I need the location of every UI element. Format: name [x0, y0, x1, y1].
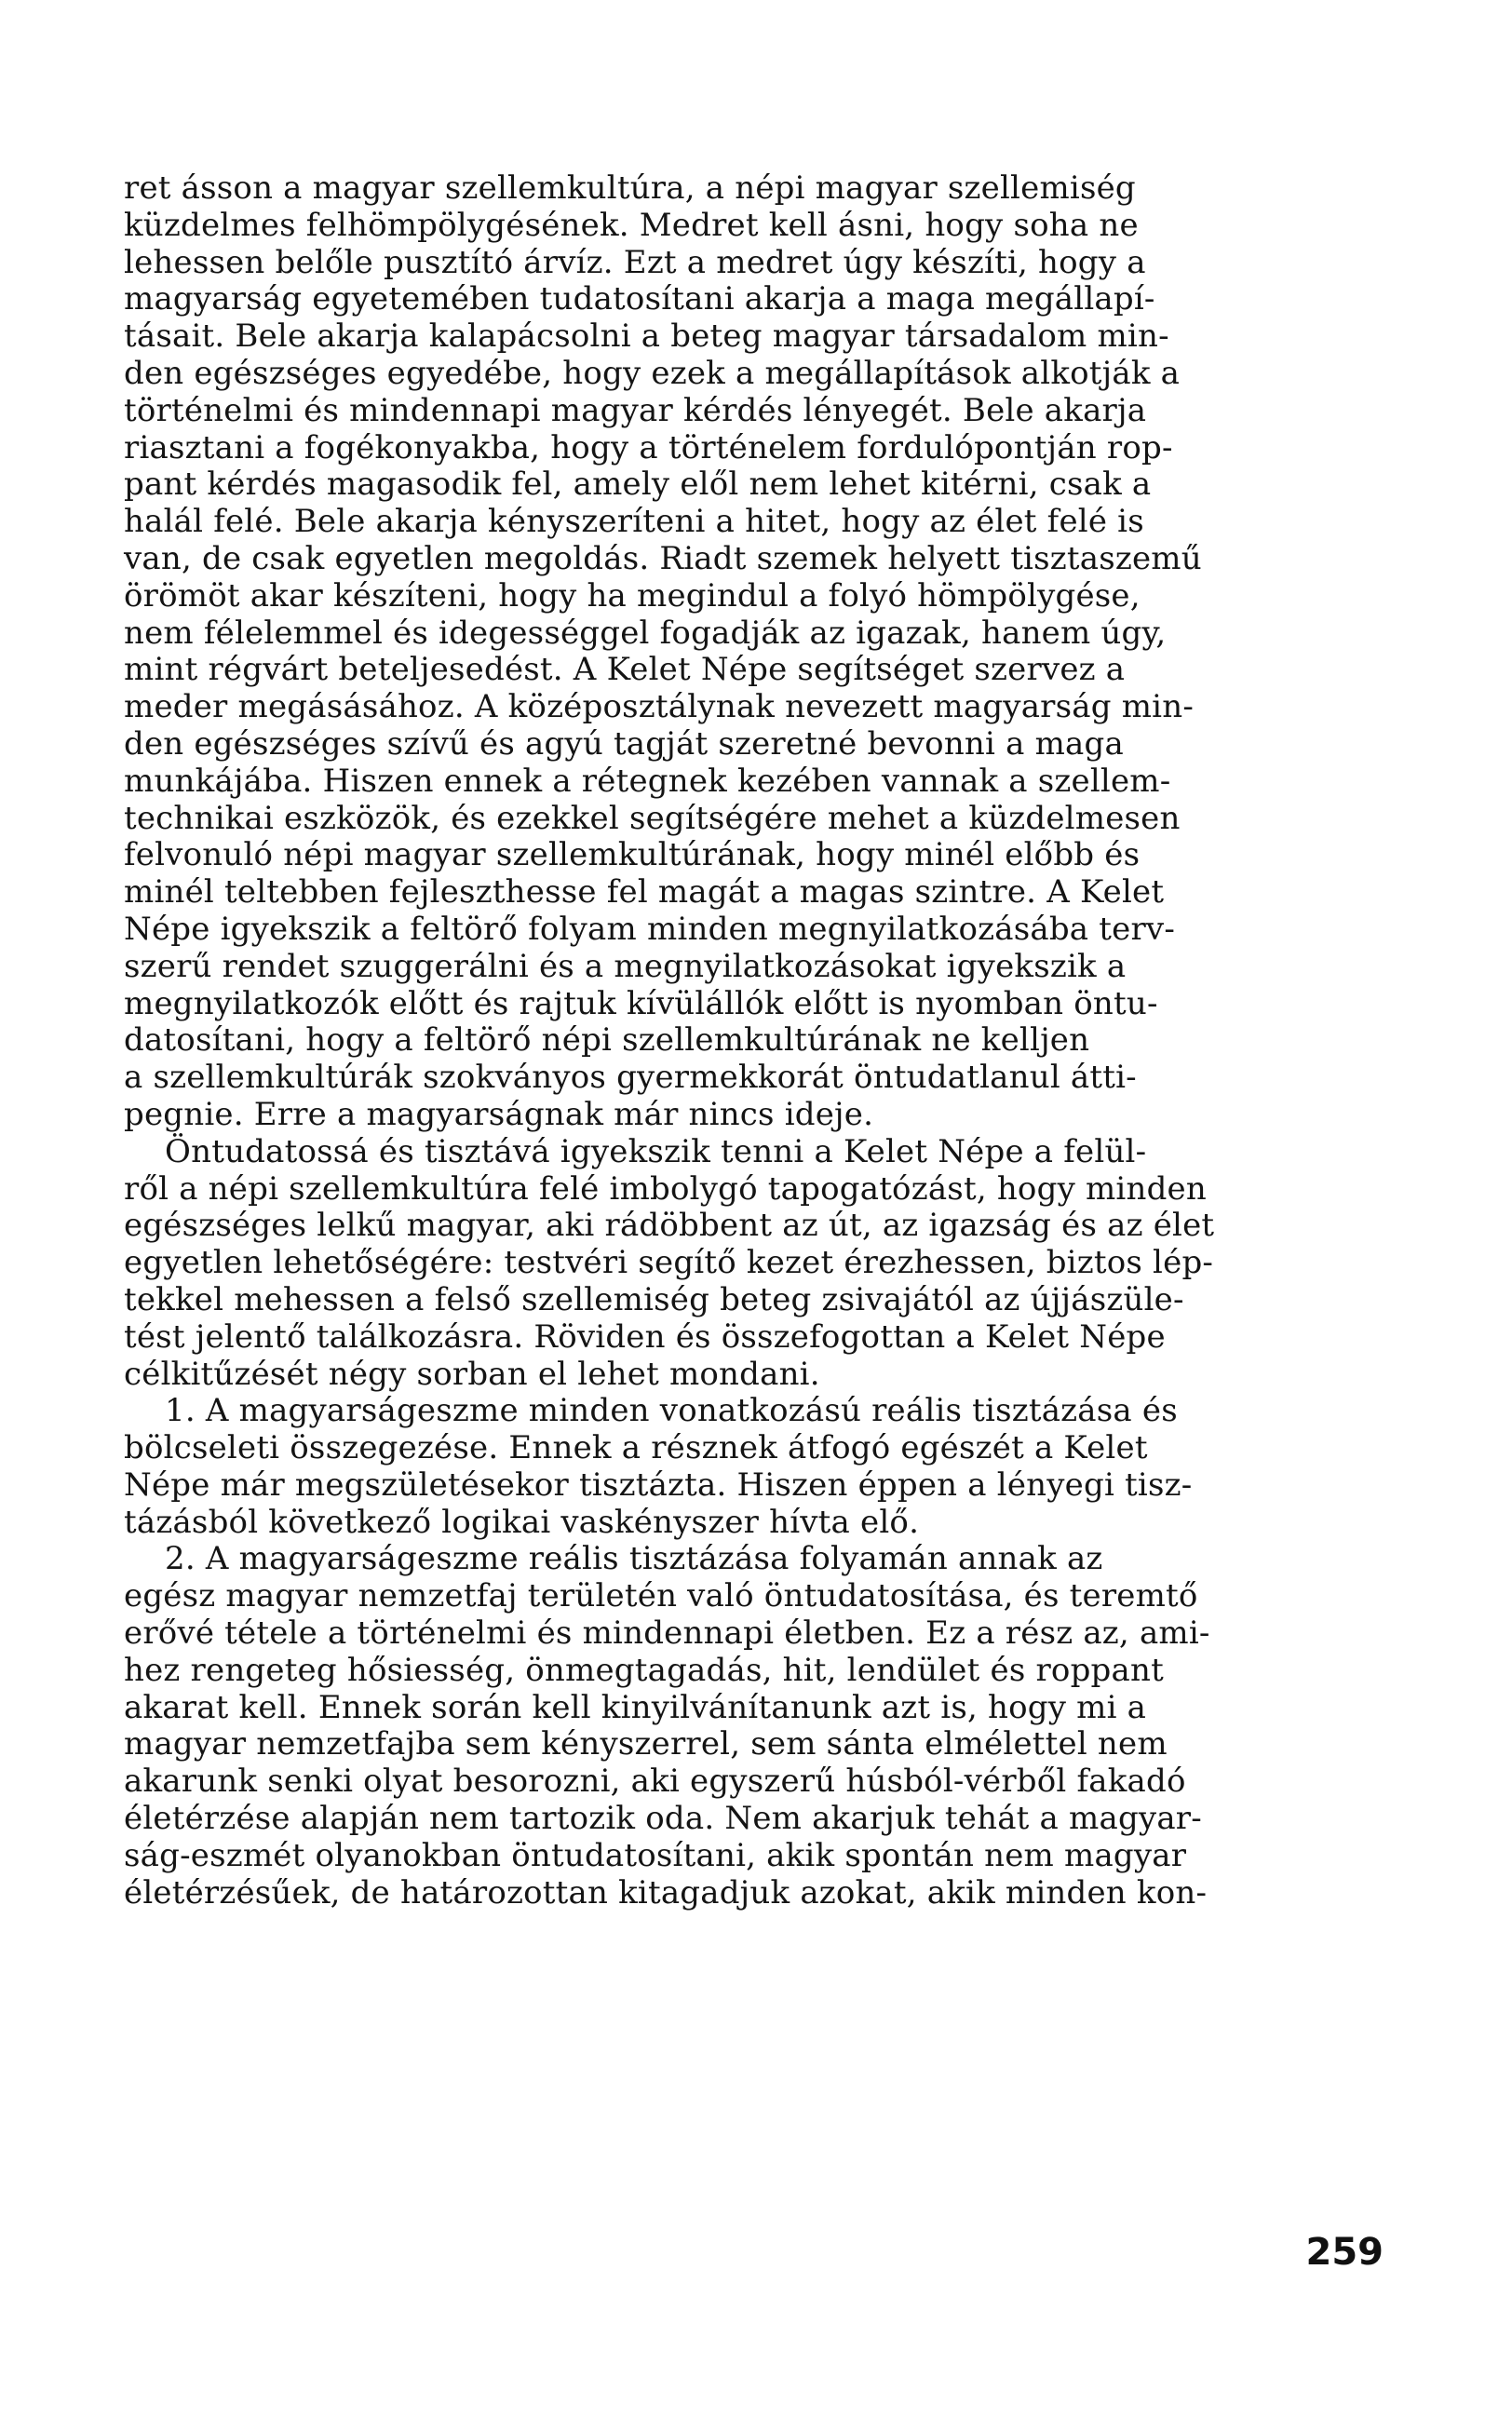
text-line-11: van, de csak egyetlen megoldás. Riadt szemek helyett tisztaszemű — [124, 539, 1202, 577]
text-line-33: célkitűzését négy sorban el lehet mondani. — [124, 1355, 820, 1393]
body-text — [124, 170, 1381, 1911]
text-line-6: den egészséges egyedébe, hogy ezek a megállapítások alkotják a — [124, 354, 1181, 392]
text-line-8: riasztani a fogékonyakba, hogy a történelem fordulópontján rop- — [124, 428, 1173, 466]
text-line-17: munkájába. Hiszen ennek a rétegnek kezében vannak a szellem- — [124, 762, 1171, 800]
text-line-26: pegnie. Erre a magyarságnak már nincs ideje. — [124, 1095, 874, 1133]
text-line-16: den egészséges szívű és agyú tagját szeretné bevonni a maga — [124, 724, 1124, 763]
text-line-29: egészséges lelkű magyar, aki rádöbbent az út, az igazság és az élet — [124, 1207, 1215, 1245]
text-line-36: Népe már megszületésekor tisztázta. Hiszen éppen a lényegi tisz- — [124, 1466, 1193, 1504]
text-line-45: életérzése alapján nem tartozik oda. Nem akarjuk tehát a magyar- — [124, 1800, 1202, 1838]
text-line-12: örömöt akar készíteni, hogy ha megindul a folyó hömpölygése, — [124, 576, 1141, 615]
text-line-15: meder megásásához. A középosztálynak nevezett magyarság min- — [124, 688, 1195, 726]
text-line-35: bölcseleti összegezése. Ennek a résznek átfogó egészét a Kelet — [124, 1429, 1148, 1467]
text-line-3: lehessen belőle pusztító árvíz. Ezt a medret úgy készíti, hogy a — [124, 243, 1146, 281]
text-line-25: a szellemkultúrák szokványos gyermekkorát öntudatlanul átti- — [124, 1059, 1137, 1097]
text-line-40: erővé tétele a történelmi és mindennapi életben. Ez a rész az, ami- — [124, 1614, 1210, 1653]
text-line-28: ről a népi szellemkultúra felé imbolygó tapogatózást, hogy minden — [124, 1169, 1207, 1208]
text-line-30: egyetlen lehetőségére: testvéri segítő kezet érezhessen, biztos lép- — [124, 1244, 1214, 1282]
text-line-2: küzdelmes felhömpölygésének. Medret kell ásni, hogy soha ne — [124, 206, 1139, 244]
text-line-31: tekkel mehessen a felső szellemiség beteg zsivajától az újjászüle- — [124, 1280, 1184, 1318]
text-line-27: Öntudatossá és tisztává igyekszik tenni a Kelet Népe a felül- — [124, 1132, 1147, 1170]
text-line-23: megnyilatkozók előtt és rajtuk kívülállók előtt is nyomban öntu- — [124, 984, 1158, 1022]
text-line-19: felvonuló népi magyar szellemkultúrának, hogy minél előbb és — [124, 836, 1141, 874]
text-line-9: pant kérdés magasodik fel, amely elől nem lehet kitérni, csak a — [124, 466, 1152, 504]
text-line-44: akarunk senki olyat besorozni, aki egyszerű húsból-vérből fakadó — [124, 1763, 1186, 1801]
text-line-47: életérzésűek, de határozottan kitagadjuk azokat, akik minden kon- — [124, 1873, 1208, 1911]
text-line-41: hez rengeteg hősiesség, önmegtagadás, hit, lendület és roppant — [124, 1651, 1164, 1689]
text-line-24: datosítani, hogy a feltörő népi szellemkultúrának ne kelljen — [124, 1021, 1090, 1060]
text-line-42: akarat kell. Ennek során kell kinyilvánítanunk azt is, hogy mi a — [124, 1688, 1147, 1726]
text-line-14: mint régvárt beteljesedést. A Kelet Népe segítséget szervez a — [124, 651, 1126, 689]
text-line-34: 1. A magyarságeszme minden vonatkozású reális tisztázása és — [124, 1392, 1178, 1430]
text-line-4: magyarság egyetemében tudatosítani akarja a maga megállapí- — [124, 280, 1155, 318]
page-number: 259 — [1305, 2231, 1384, 2274]
text-line-39: egész magyar nemzetfaj területén való öntudatosítása, és teremtő — [124, 1577, 1198, 1615]
text-line-1: ret ásson a magyar szellemkultúra, a népi magyar szellemiség — [124, 169, 1136, 207]
text-line-32: tést jelentő találkozásra. Röviden és összefogottan a Kelet Népe — [124, 1317, 1166, 1356]
text-line-37: tázásból következő logikai vaskényszer hívta elő. — [124, 1503, 920, 1541]
text-line-5: tásait. Bele akarja kalapácsolni a beteg magyar társadalom min- — [124, 317, 1169, 356]
text-line-43: magyar nemzetfajba sem kényszerrel, sem sánta elmélettel nem — [124, 1725, 1168, 1763]
text-line-10: halál felé. Bele akarja kényszeríteni a hitet, hogy az élet felé is — [124, 503, 1144, 541]
text-line-18: technikai eszközök, és ezekkel segítségére mehet a küzdelmesen — [124, 799, 1181, 837]
text-line-21: Népe igyekszik a feltörő folyam minden megnyilatkozásába terv- — [124, 910, 1176, 948]
text-line-20: minél teltebben fejleszthesse fel magát a magas szintre. A Kelet — [124, 873, 1165, 912]
text-line-46: ság-eszmét olyanokban öntudatosítani, akik spontán nem magyar — [124, 1836, 1187, 1874]
text-line-38: 2. A magyarságeszme reális tisztázása folyamán annak az — [124, 1540, 1103, 1578]
text-line-22: szerű rendet szuggerálni és a megnyilatkozásokat igyekszik a — [124, 947, 1127, 985]
text-line-7: történelmi és mindennapi magyar kérdés lényegét. Bele akarja — [124, 391, 1147, 429]
text-line-13: nem félelemmel és idegességgel fogadják az igazak, hanem úgy, — [124, 614, 1167, 652]
